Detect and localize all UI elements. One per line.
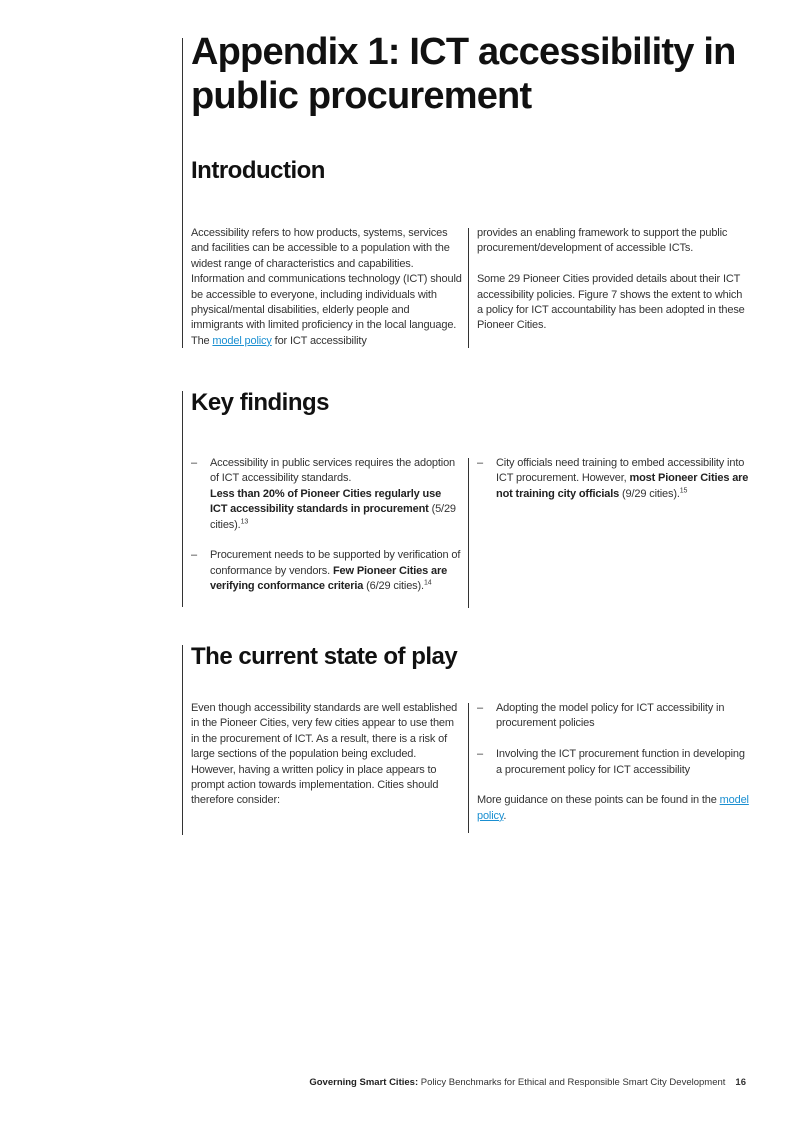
model-policy-link[interactable]: model policy bbox=[477, 794, 749, 822]
page-title: Appendix 1: ICT accessibility in public procurement bbox=[191, 31, 736, 117]
section-heading-current-state: The current state of play bbox=[191, 643, 458, 670]
section-rule bbox=[182, 391, 183, 607]
introduction-left-column bbox=[191, 226, 463, 349]
introduction-right-column bbox=[477, 226, 749, 334]
consider-list bbox=[477, 701, 749, 778]
key-findings-list bbox=[191, 456, 461, 595]
introduction-paragraph: Some 29 Pioneer Cities provided details about their ICT accessibility policies. Figure 7 shows the extent to which a policy for ICT accountability has been adopted in these Pioneer Cities. bbox=[477, 273, 745, 332]
current-state-paragraph: Even though accessibility standards are well established in the Pioneer Cities, very few cities appear to use them in the procurement of ICT. As a result, there is a risk of large sections of the population being excluded. However, having a written policy in place appears to prompt action towards implementation. Cities should therefore consider: bbox=[191, 702, 458, 807]
page-footer bbox=[309, 1077, 746, 1088]
list-item: – Accessibility in public services requires the adoption of ICT accessibility standards. Less than 20% of Pioneer Cities regularly use ICT accessibility standards in procurement (5/29 cities).$^{13}$ bbox=[191, 456, 461, 533]
list-item: – City officials need training to embed accessibility into ICT procurement. However, most Pioneer Cities are not training city officials (9/29 cities).$^{15}$ bbox=[477, 456, 749, 502]
key-findings-right-column bbox=[477, 456, 749, 502]
section-rule bbox=[182, 645, 183, 835]
section-heading-key-findings: Key findings bbox=[191, 389, 330, 416]
current-state-right-column bbox=[477, 701, 749, 824]
current-state-left-column bbox=[191, 701, 459, 809]
list-item: – Adopting the model policy for ICT accessibility in procurement policies bbox=[477, 701, 749, 732]
title-rule bbox=[182, 38, 183, 348]
key-findings-list bbox=[477, 456, 749, 502]
column-divider bbox=[468, 228, 469, 348]
guidance-paragraph: More guidance on these points can be found in the model policy. bbox=[477, 794, 749, 822]
page-number: 16 bbox=[735, 1077, 746, 1088]
model-policy-link[interactable]: model policy bbox=[212, 334, 272, 347]
list-item: – Procurement needs to be supported by verification of conformance by vendors. Few Pioneer Cities are verifying conformance criteria (6/29 cities).$^{14}$ bbox=[191, 548, 461, 594]
introduction-paragraph: Accessibility refers to how products, systems, services and facilities can be accessible to a population with the widest range of characteristics and capabilities. Information and communications technology (ICT) should be accessible to everyone, including individuals with physical/mental disabilities, elderly people and immigrants with limited proficiency in the local language. The model policy for ICT accessibility bbox=[191, 227, 462, 347]
list-item: – Involving the ICT procurement function in developing a procurement policy for ICT accessibility bbox=[477, 747, 749, 778]
key-findings-left-column bbox=[191, 456, 461, 595]
column-divider bbox=[468, 458, 469, 608]
column-divider bbox=[468, 703, 469, 833]
introduction-paragraph: provides an enabling framework to support the public procurement/development of accessible ICTs. bbox=[477, 227, 728, 255]
section-heading-introduction: Introduction bbox=[191, 157, 325, 184]
footer-document-title: Governing Smart Cities: bbox=[309, 1077, 419, 1088]
footer-document-subtitle: Policy Benchmarks for Ethical and Responsible Smart City Development bbox=[418, 1077, 726, 1088]
